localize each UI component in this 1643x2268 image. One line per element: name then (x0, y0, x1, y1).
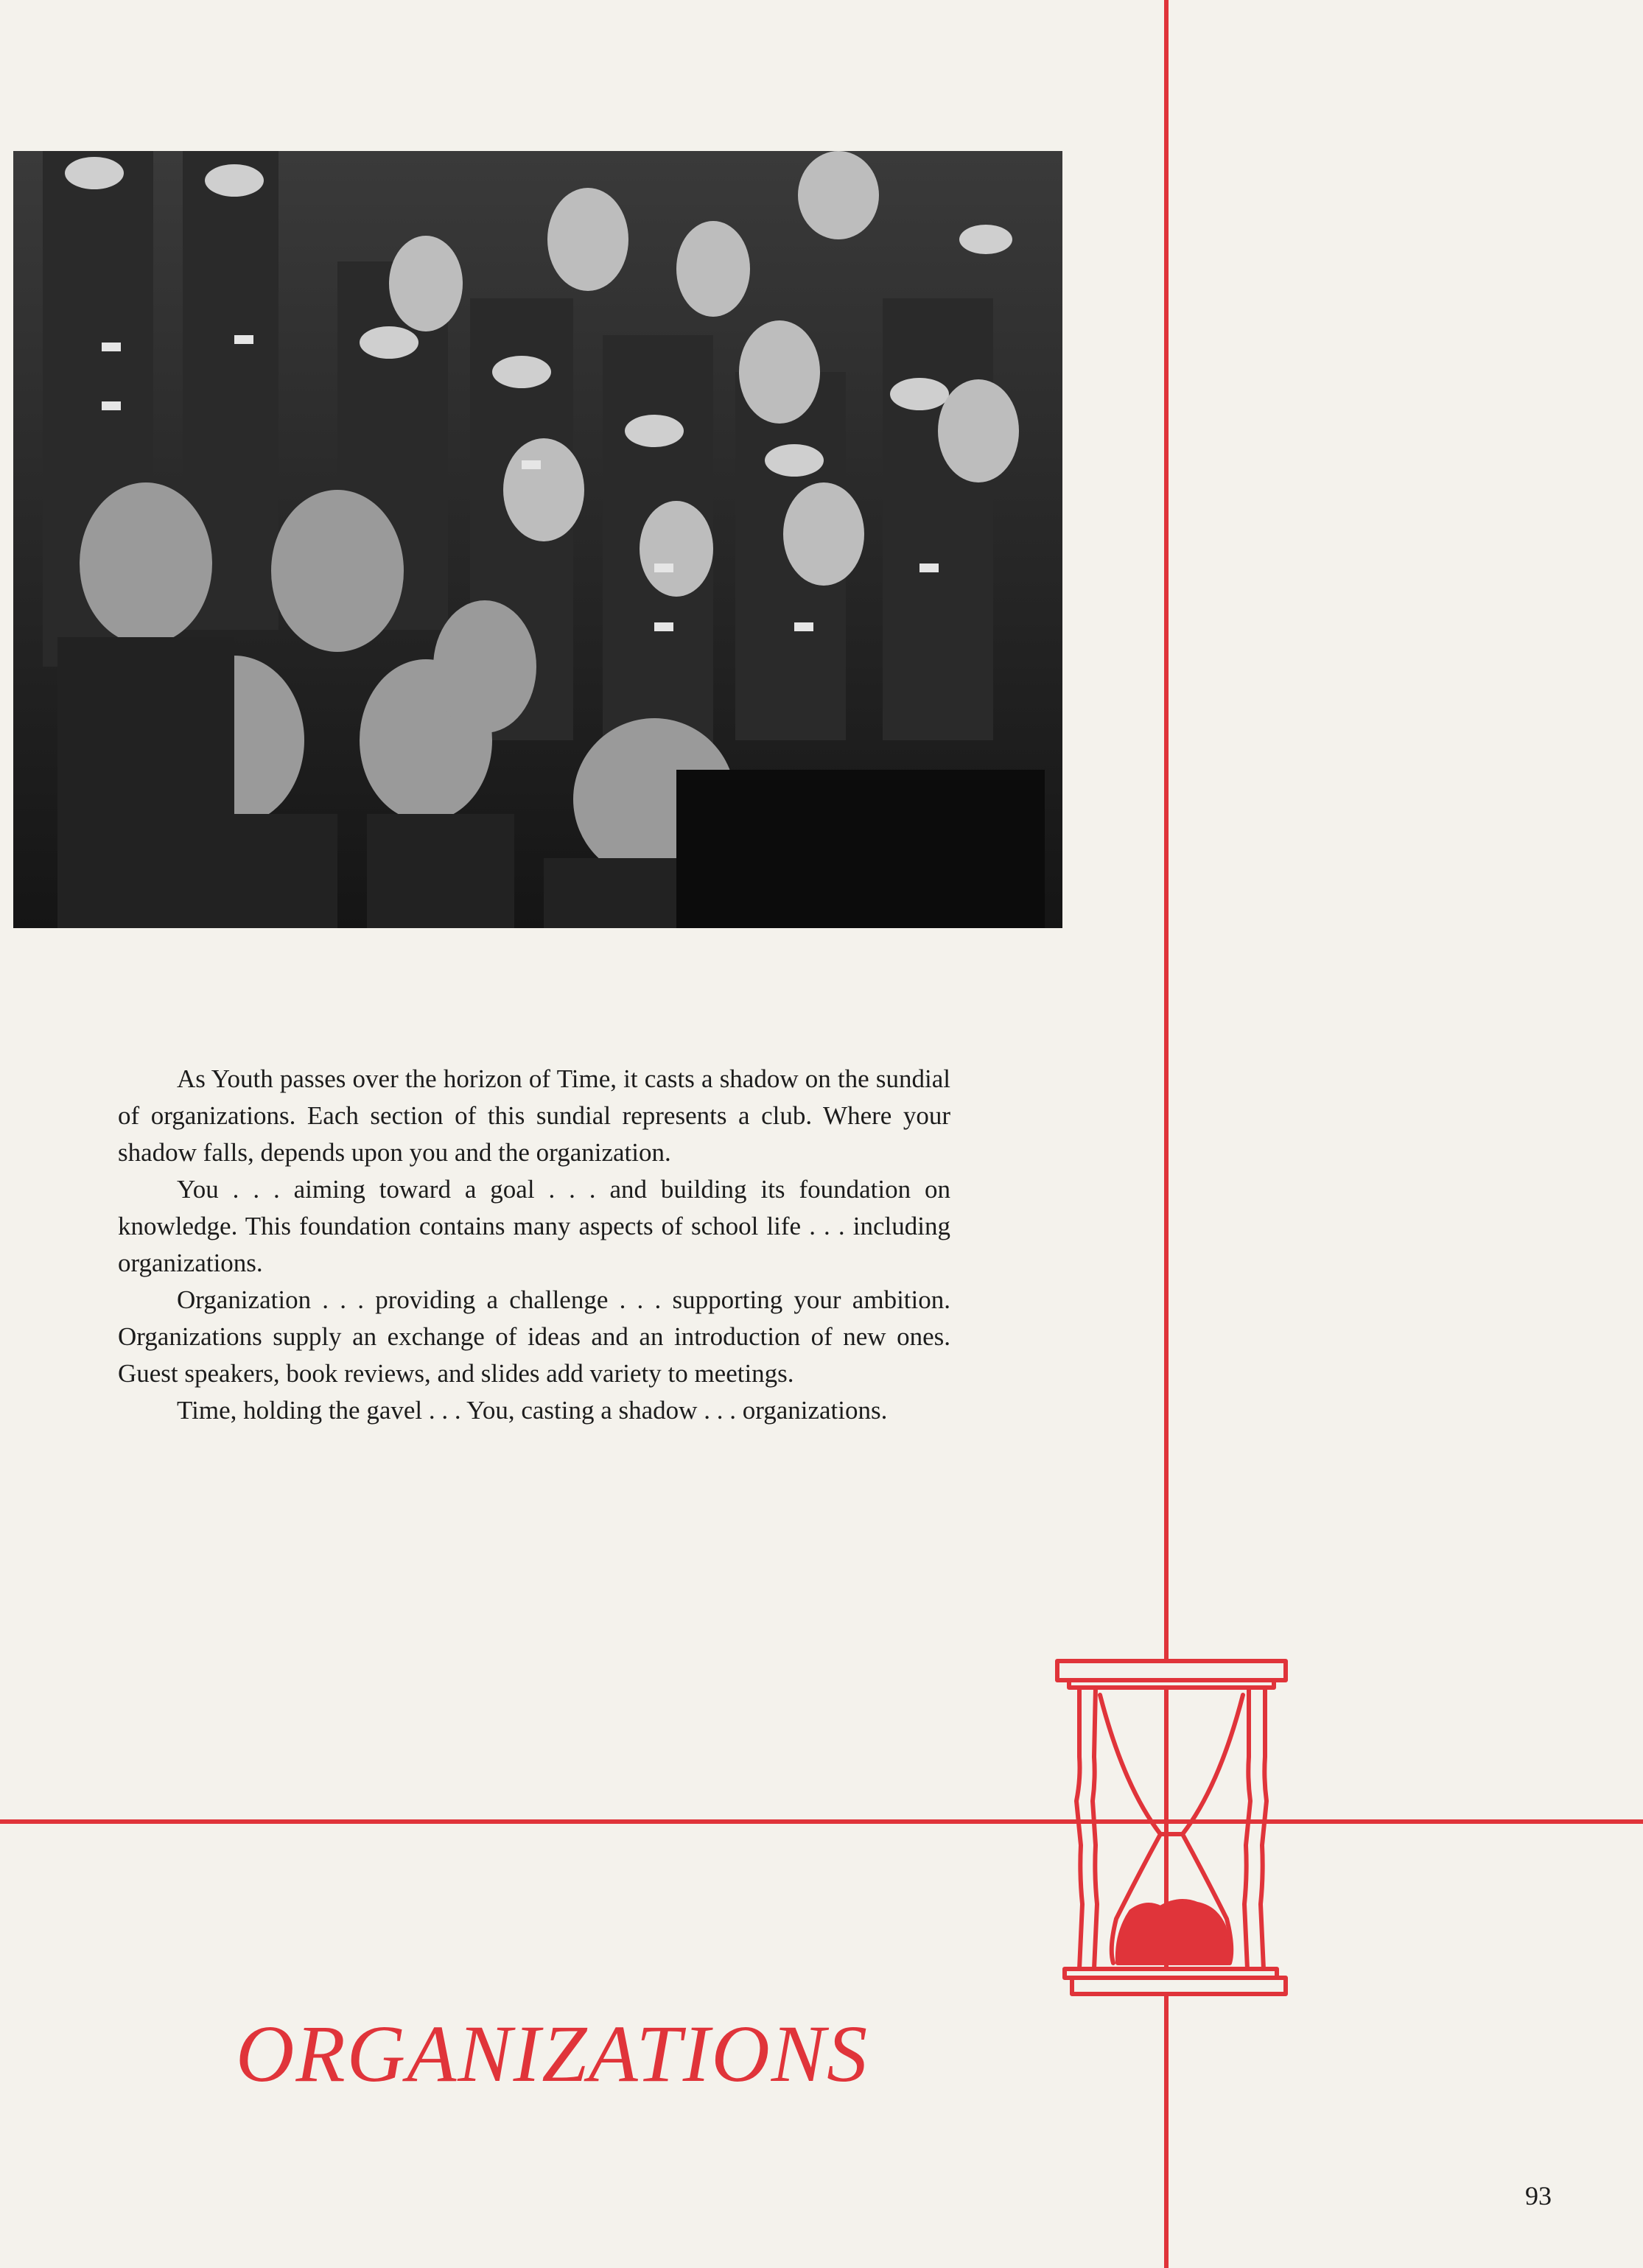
page-number: 93 (1525, 2181, 1552, 2211)
intro-paragraph-4: Time, holding the gavel . . . You, casting a shadow . . . organizations. (177, 1396, 888, 1425)
intro-paragraph-2: You . . . aiming toward a goal . . . and building its foundation on knowledge. This foundation contains many aspects of school life . . . including organizations. (118, 1175, 950, 1277)
intro-text (118, 1061, 950, 1429)
choir-photo (13, 151, 1062, 928)
horizontal-red-rule (0, 1819, 1643, 1824)
intro-paragraph-1: As Youth passes over the horizon of Time, it casts a shadow on the sundial of organizations. Each section of this sundial represents a club. Where your shadow falls, depends upon you and the organization. (118, 1064, 950, 1167)
section-title: ORGANIZATIONS (236, 2009, 869, 2099)
hourglass-icon (1050, 1654, 1293, 2000)
intro-paragraph-3: Organization . . . providing a challenge . . . supporting your ambition. Organizations supply an exchange of ideas and an introduction of new ones. Guest speakers, book reviews, and slides add variety to meetings. (118, 1285, 950, 1388)
